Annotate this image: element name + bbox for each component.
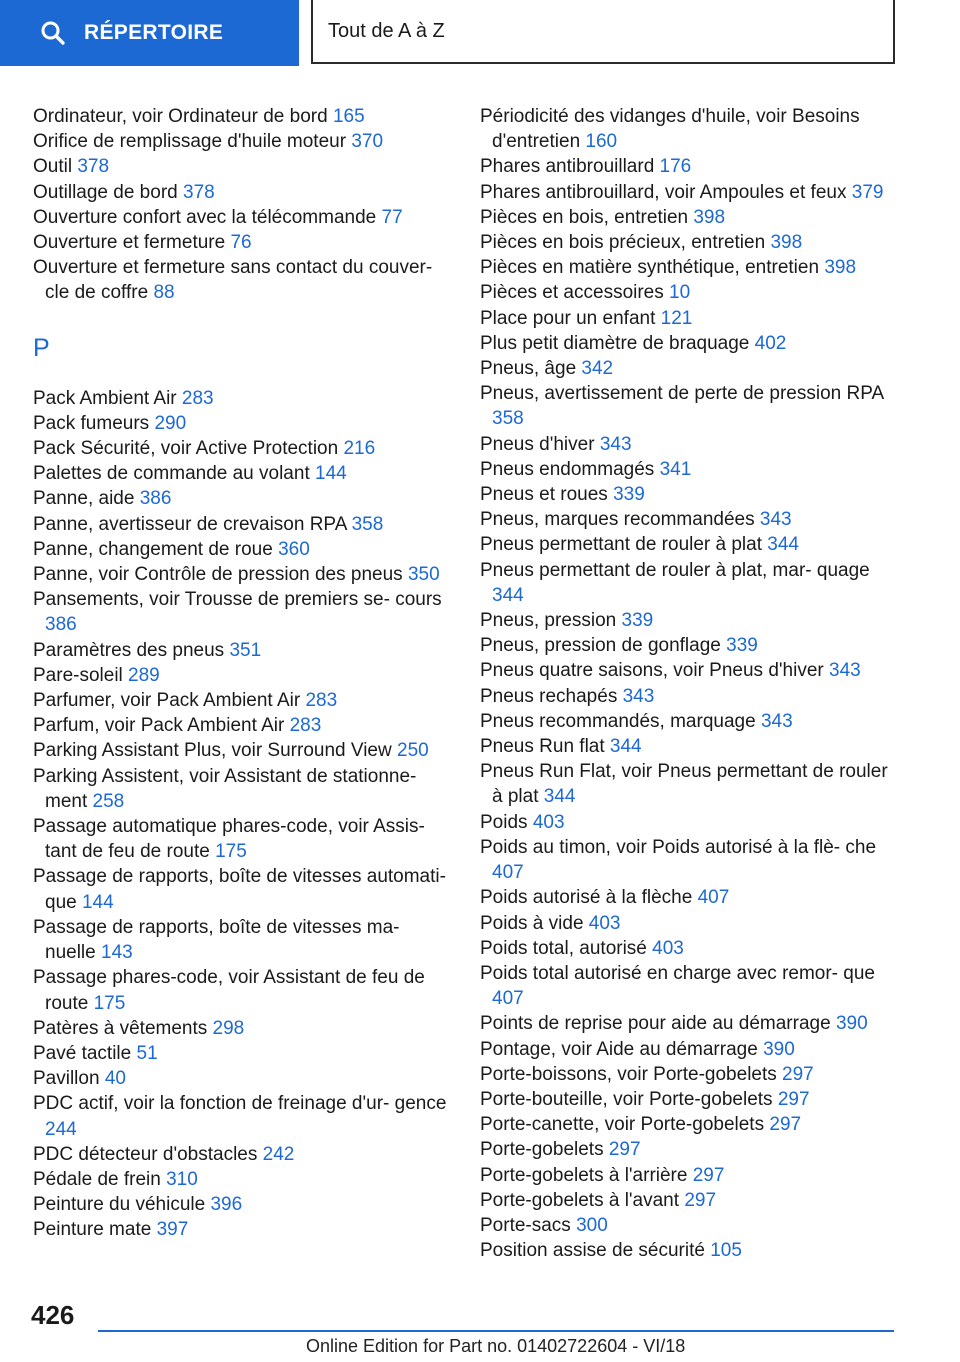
page-link[interactable]: 390 xyxy=(763,1038,795,1060)
index-entry xyxy=(480,205,900,230)
page-link[interactable]: 175 xyxy=(93,992,126,1014)
index-entry xyxy=(33,713,453,738)
index-entry xyxy=(33,1066,453,1091)
page-link[interactable]: 402 xyxy=(754,332,787,354)
page-link[interactable]: 403 xyxy=(588,912,621,934)
index-entry-text: Passage de rapports, boîte de vitesses ma‐ nuelle xyxy=(33,916,400,964)
index-entry-text: Pneus Run flat xyxy=(480,736,605,758)
index-entry-text: Pneus, avertissement de perte de pression RPA xyxy=(480,383,884,405)
section-letter: P xyxy=(33,333,50,362)
index-entry xyxy=(480,280,900,305)
index-entry xyxy=(33,230,453,255)
index-entry xyxy=(480,507,900,532)
index-entry xyxy=(480,1087,900,1112)
index-entry-text: Porte-gobelets à l'arrière xyxy=(480,1164,688,1186)
index-entry-text: Points de reprise pour aide au démarrage xyxy=(480,1013,831,1035)
index-entry xyxy=(480,658,900,683)
index-entry xyxy=(33,255,453,305)
index-entry xyxy=(480,1163,900,1188)
index-entry-text: Parking Assistent, voir Assistant de stationne‐ ment xyxy=(33,765,417,812)
index-entry xyxy=(33,180,453,205)
tab-a-to-z-label: Tout de A à Z xyxy=(328,19,445,42)
index-entry xyxy=(480,684,900,709)
index-entry-text: Poids autorisé à la flèche xyxy=(480,887,693,909)
page-link[interactable]: 244 xyxy=(45,1118,77,1140)
page-link[interactable]: 398 xyxy=(770,232,803,254)
page-link[interactable]: 342 xyxy=(581,358,614,380)
index-entry-text: Pack Ambient Air xyxy=(33,387,177,409)
index-entry-text: Pneus permettant de rouler à plat, mar‐ quage xyxy=(480,559,870,581)
page-link[interactable]: 397 xyxy=(156,1219,189,1241)
index-entry-text: Pneus d'hiver xyxy=(480,433,595,455)
page-link[interactable]: 403 xyxy=(532,811,565,833)
index-entry-text: Panne, aide xyxy=(33,488,135,510)
index-entry-text: Porte-gobelets xyxy=(480,1139,604,1161)
page-link[interactable]: 77 xyxy=(381,206,403,228)
index-entry-text: Pièces en matière synthétique, entretien xyxy=(480,257,820,279)
index-entry-text: Poids à vide xyxy=(480,912,584,934)
page-link[interactable]: 396 xyxy=(210,1194,243,1216)
page-link[interactable]: 343 xyxy=(622,685,655,707)
page-link[interactable]: 297 xyxy=(782,1063,814,1085)
index-entry xyxy=(33,386,453,411)
header xyxy=(0,0,960,66)
index-entry-text: Pièces en bois précieux, entretien xyxy=(480,232,766,254)
index-entry xyxy=(480,810,900,835)
index-entry-text: Outil xyxy=(33,156,73,178)
page-link[interactable]: 339 xyxy=(621,610,654,632)
page-link[interactable]: 242 xyxy=(262,1143,295,1165)
footer-edition-text: Online Edition for Part no. 01402722604 - VI/18 xyxy=(306,1336,686,1356)
page-link[interactable]: 370 xyxy=(351,131,384,153)
index-entry xyxy=(33,1217,453,1242)
index-entry-text: Pavé tactile xyxy=(33,1042,132,1064)
page-link[interactable]: 378 xyxy=(183,181,215,203)
index-entry-text: Pneus, pression de gonflage xyxy=(480,635,721,657)
index-entry xyxy=(480,306,900,331)
page-link[interactable]: 403 xyxy=(652,937,684,959)
page-link[interactable]: 216 xyxy=(343,438,376,460)
index-entry-text: Orifice de remplissage d'huile moteur xyxy=(33,131,347,153)
repertoire-button[interactable] xyxy=(0,0,299,66)
index-entry-text: Peinture mate xyxy=(33,1219,152,1241)
page-link[interactable]: 398 xyxy=(824,257,857,279)
index-entry-text: Pneus endommagés xyxy=(480,458,655,480)
page-link[interactable]: 40 xyxy=(104,1068,126,1090)
page-link[interactable]: 88 xyxy=(153,282,175,304)
index-entry-text: Pare-soleil xyxy=(33,664,123,686)
index-column-right xyxy=(480,104,900,1263)
index-entry xyxy=(480,381,900,431)
page-link[interactable]: 344 xyxy=(767,534,799,556)
index-entry-text: Pack fumeurs xyxy=(33,412,150,434)
index-entry-text: Pneus permettant de rouler à plat xyxy=(480,534,763,556)
index-entry xyxy=(480,1037,900,1062)
page-number: 426 xyxy=(31,1300,75,1330)
index-entry-text: Pneus quatre saisons, voir Pneus d'hiver xyxy=(480,660,824,682)
page-link[interactable]: 283 xyxy=(305,690,338,712)
index-entry xyxy=(33,814,453,864)
page-link[interactable]: 10 xyxy=(669,282,691,304)
index-entry-text: Porte-canette, voir Porte-gobelets xyxy=(480,1114,765,1136)
index-entry xyxy=(480,331,900,356)
index-entry xyxy=(33,764,453,814)
index-entry xyxy=(480,180,900,205)
index-entry-text: Pièces en bois, entretien xyxy=(480,206,689,228)
index-entry xyxy=(480,608,900,633)
page-link[interactable]: 343 xyxy=(760,710,793,732)
page-link[interactable]: 344 xyxy=(543,786,576,808)
index-entry xyxy=(33,537,453,562)
index-entry xyxy=(480,1137,900,1162)
page-link[interactable]: 297 xyxy=(684,1189,717,1211)
page-link[interactable]: 339 xyxy=(726,635,758,657)
index-entry xyxy=(33,1041,453,1066)
index-entry xyxy=(480,961,900,1011)
index-entry xyxy=(33,738,453,763)
index-entry xyxy=(480,936,900,961)
page-link[interactable]: 76 xyxy=(230,232,252,254)
page-link[interactable]: 290 xyxy=(154,412,187,434)
index-entry-text: Passage phares-code, voir Assistant de feu de route xyxy=(33,967,425,1014)
page-link[interactable]: 283 xyxy=(181,387,214,409)
index-entry xyxy=(33,1016,453,1041)
index-entry-text: Porte-boissons, voir Porte-gobelets xyxy=(480,1063,777,1085)
index-entry xyxy=(480,734,900,759)
index-entry xyxy=(480,1062,900,1087)
page-link[interactable]: 165 xyxy=(332,106,365,127)
search-icon xyxy=(40,20,66,46)
page-link[interactable]: 160 xyxy=(585,131,618,153)
index-entry xyxy=(33,1091,453,1141)
index-entry-text: Pneus Run Flat, voir Pneus permettant de rouler à plat xyxy=(480,761,888,808)
index-entry xyxy=(480,255,900,280)
index-entry-text: Poids total, autorisé xyxy=(480,937,647,959)
index-entry xyxy=(33,461,453,486)
footer-divider xyxy=(98,1330,894,1332)
index-entry xyxy=(480,356,900,381)
index-entry-text: Panne, avertisseur de crevaison RPA xyxy=(33,513,347,535)
page-link[interactable]: 378 xyxy=(77,156,110,178)
repertoire-label: RÉPERTOIRE xyxy=(84,21,224,44)
index-entry-text: Peinture du véhicule xyxy=(33,1194,206,1216)
index-entry-text: Pack Sécurité, voir Active Protection xyxy=(33,438,339,460)
page-link[interactable]: 297 xyxy=(692,1164,725,1186)
index-entry-text: Ouverture confort avec la télécommande xyxy=(33,206,377,228)
page-link[interactable]: 386 xyxy=(45,614,77,636)
page-link[interactable]: 379 xyxy=(851,181,884,203)
page-link[interactable]: 390 xyxy=(835,1013,868,1035)
page-link[interactable]: 343 xyxy=(599,433,632,455)
page-link[interactable]: 300 xyxy=(576,1214,608,1236)
page-link[interactable]: 386 xyxy=(139,488,172,510)
index-entry xyxy=(480,759,900,809)
index-entry-text: Panne, voir Contrôle de pression des pneus xyxy=(33,564,403,586)
index-entry xyxy=(33,562,453,587)
index-entry xyxy=(480,532,900,557)
index-entry-text: Pneus rechapés xyxy=(480,685,618,707)
page-link[interactable]: 143 xyxy=(101,942,133,964)
index-entry-text: Paramètres des pneus xyxy=(33,639,225,661)
page-link[interactable]: 105 xyxy=(710,1240,742,1262)
index-entry xyxy=(33,486,453,511)
index-entry xyxy=(480,1011,900,1036)
index-entry-text: Pansements, voir Trousse de premiers se‐ cours xyxy=(33,589,442,611)
page-link[interactable]: 176 xyxy=(659,156,692,178)
index-entry xyxy=(33,1142,453,1167)
index-entry xyxy=(480,558,900,608)
index-entry-text: Parfumer, voir Pack Ambient Air xyxy=(33,690,301,712)
index-entry-text: Ordinateur, voir Ordinateur de bord xyxy=(33,106,328,127)
page-link[interactable]: 250 xyxy=(397,740,429,762)
index-entry-text: Parking Assistant Plus, voir Surround View xyxy=(33,740,392,762)
page-link[interactable]: 289 xyxy=(128,664,160,686)
page-link[interactable]: 175 xyxy=(215,841,247,863)
index-entry xyxy=(33,864,453,914)
index-entry-text: Pédale de frein xyxy=(33,1168,161,1190)
index-entry xyxy=(33,411,453,436)
index-entry xyxy=(480,885,900,910)
index-entry xyxy=(480,709,900,734)
index-entry xyxy=(480,835,900,885)
index-entry xyxy=(33,1192,453,1217)
index-entry-text: Pontage, voir Aide au démarrage xyxy=(480,1038,758,1060)
index-entry-text: Pneus recommandés, marquage xyxy=(480,710,756,732)
index-entry-text: Périodicité des vidanges d'huile, voir Besoins d'entretien xyxy=(480,106,860,153)
index-entry-text: Parfum, voir Pack Ambient Air xyxy=(33,715,285,737)
index-entry xyxy=(480,911,900,936)
index-entry xyxy=(33,1167,453,1192)
index-entry-text: Porte-gobelets à l'avant xyxy=(480,1189,680,1211)
index-entry xyxy=(33,129,453,154)
page-link[interactable]: 51 xyxy=(136,1042,158,1064)
index-entry-text: Patères à vêtements xyxy=(33,1017,208,1039)
page-link[interactable]: 258 xyxy=(92,790,125,812)
page-link[interactable]: 344 xyxy=(492,584,524,606)
index-entry-text: Pneus, âge xyxy=(480,358,577,380)
index-entry xyxy=(480,1112,900,1137)
index-entry-text: Passage de rapports, boîte de vitesses automati‐ que xyxy=(33,866,446,913)
page-link[interactable]: 297 xyxy=(777,1088,810,1110)
index-entry-text: Poids au timon, voir Poids autorisé à la flè‐ che xyxy=(480,836,877,858)
page-link[interactable]: 343 xyxy=(759,509,792,531)
index-entry-text: Phares antibrouillard, voir Ampoules et feux xyxy=(480,181,847,203)
index-entry xyxy=(33,915,453,965)
index-entry-text: Pièces et accessoires xyxy=(480,282,664,304)
index-column-left xyxy=(33,104,453,1243)
page-link[interactable]: 398 xyxy=(693,206,726,228)
index-entry-text: Poids total autorisé en charge avec remor‐ que xyxy=(480,962,875,984)
page-link[interactable]: 297 xyxy=(608,1139,641,1161)
page-link[interactable]: 358 xyxy=(492,408,524,430)
index-entry xyxy=(33,688,453,713)
index-entry xyxy=(33,663,453,688)
index-entry-text: Palettes de commande au volant xyxy=(33,463,310,485)
index-entry-text: Outillage de bord xyxy=(33,181,178,203)
index-entry-text: Panne, changement de roue xyxy=(33,538,273,560)
index-entry-text: PDC actif, voir la fonction de freinage d'ur‐ gence xyxy=(33,1093,447,1115)
index-entry xyxy=(480,1188,900,1213)
index-entry xyxy=(33,965,453,1015)
page-link[interactable]: 360 xyxy=(278,538,310,560)
page-link[interactable]: 298 xyxy=(212,1017,245,1039)
page-link[interactable]: 351 xyxy=(229,639,262,661)
index-entry-text: Phares antibrouillard xyxy=(480,156,655,178)
index-entry xyxy=(33,154,453,179)
page-link[interactable]: 310 xyxy=(166,1168,198,1190)
index-entry xyxy=(480,230,900,255)
page-link[interactable]: 350 xyxy=(407,564,440,586)
index-entry-text: Position assise de sécurité xyxy=(480,1240,705,1262)
index-entry-text: Plus petit diamètre de braquage xyxy=(480,332,750,354)
index-entry xyxy=(33,104,453,129)
index-entry xyxy=(33,512,453,537)
index-entry-text: Pavillon xyxy=(33,1068,100,1090)
index-entry xyxy=(480,432,900,457)
index-entry xyxy=(33,436,453,461)
page-link[interactable]: 343 xyxy=(829,660,861,682)
index-entry-text: Porte-sacs xyxy=(480,1214,571,1236)
index-entry-text: Pneus, marques recommandées xyxy=(480,509,755,531)
index-entry-text: Pneus, pression xyxy=(480,610,617,632)
index-entry xyxy=(33,638,453,663)
index-entry xyxy=(480,1238,900,1263)
page-link[interactable]: 341 xyxy=(659,458,692,480)
page-link[interactable]: 358 xyxy=(351,513,384,535)
index-entry xyxy=(480,457,900,482)
index-entry-text: PDC détecteur d'obstacles xyxy=(33,1143,258,1165)
index-entry-text: Porte-bouteille, voir Porte-gobelets xyxy=(480,1088,773,1110)
index-entry-text: Poids xyxy=(480,811,528,833)
index-entry xyxy=(480,1213,900,1238)
page-link[interactable]: 344 xyxy=(609,736,642,758)
page-link[interactable]: 407 xyxy=(492,988,524,1010)
index-entry xyxy=(33,205,453,230)
index-entry xyxy=(480,154,900,179)
index-entry xyxy=(480,104,900,154)
page-link[interactable]: 407 xyxy=(697,887,730,909)
page-link[interactable]: 297 xyxy=(769,1114,802,1136)
page-link[interactable]: 144 xyxy=(81,891,114,913)
page-link[interactable]: 144 xyxy=(315,463,347,485)
index-entry xyxy=(480,482,900,507)
index-entry-text: Ouverture et fermeture sans contact du couver‐ cle de coffre xyxy=(33,257,433,304)
index-entry-text: Passage automatique phares-code, voir Assis‐ tant de feu de route xyxy=(33,816,425,863)
index-entry-text: Pneus et roues xyxy=(480,484,608,506)
tab-a-to-z[interactable] xyxy=(311,0,895,64)
page-link[interactable]: 283 xyxy=(289,715,322,737)
index-entry-text: Place pour un enfant xyxy=(480,307,656,329)
index-entry xyxy=(480,633,900,658)
index-entry xyxy=(33,587,453,637)
page-link[interactable]: 121 xyxy=(660,307,693,329)
index-entry-text: Ouverture et fermeture xyxy=(33,232,226,254)
page-link[interactable]: 339 xyxy=(613,484,645,506)
page-link[interactable]: 407 xyxy=(492,862,524,884)
